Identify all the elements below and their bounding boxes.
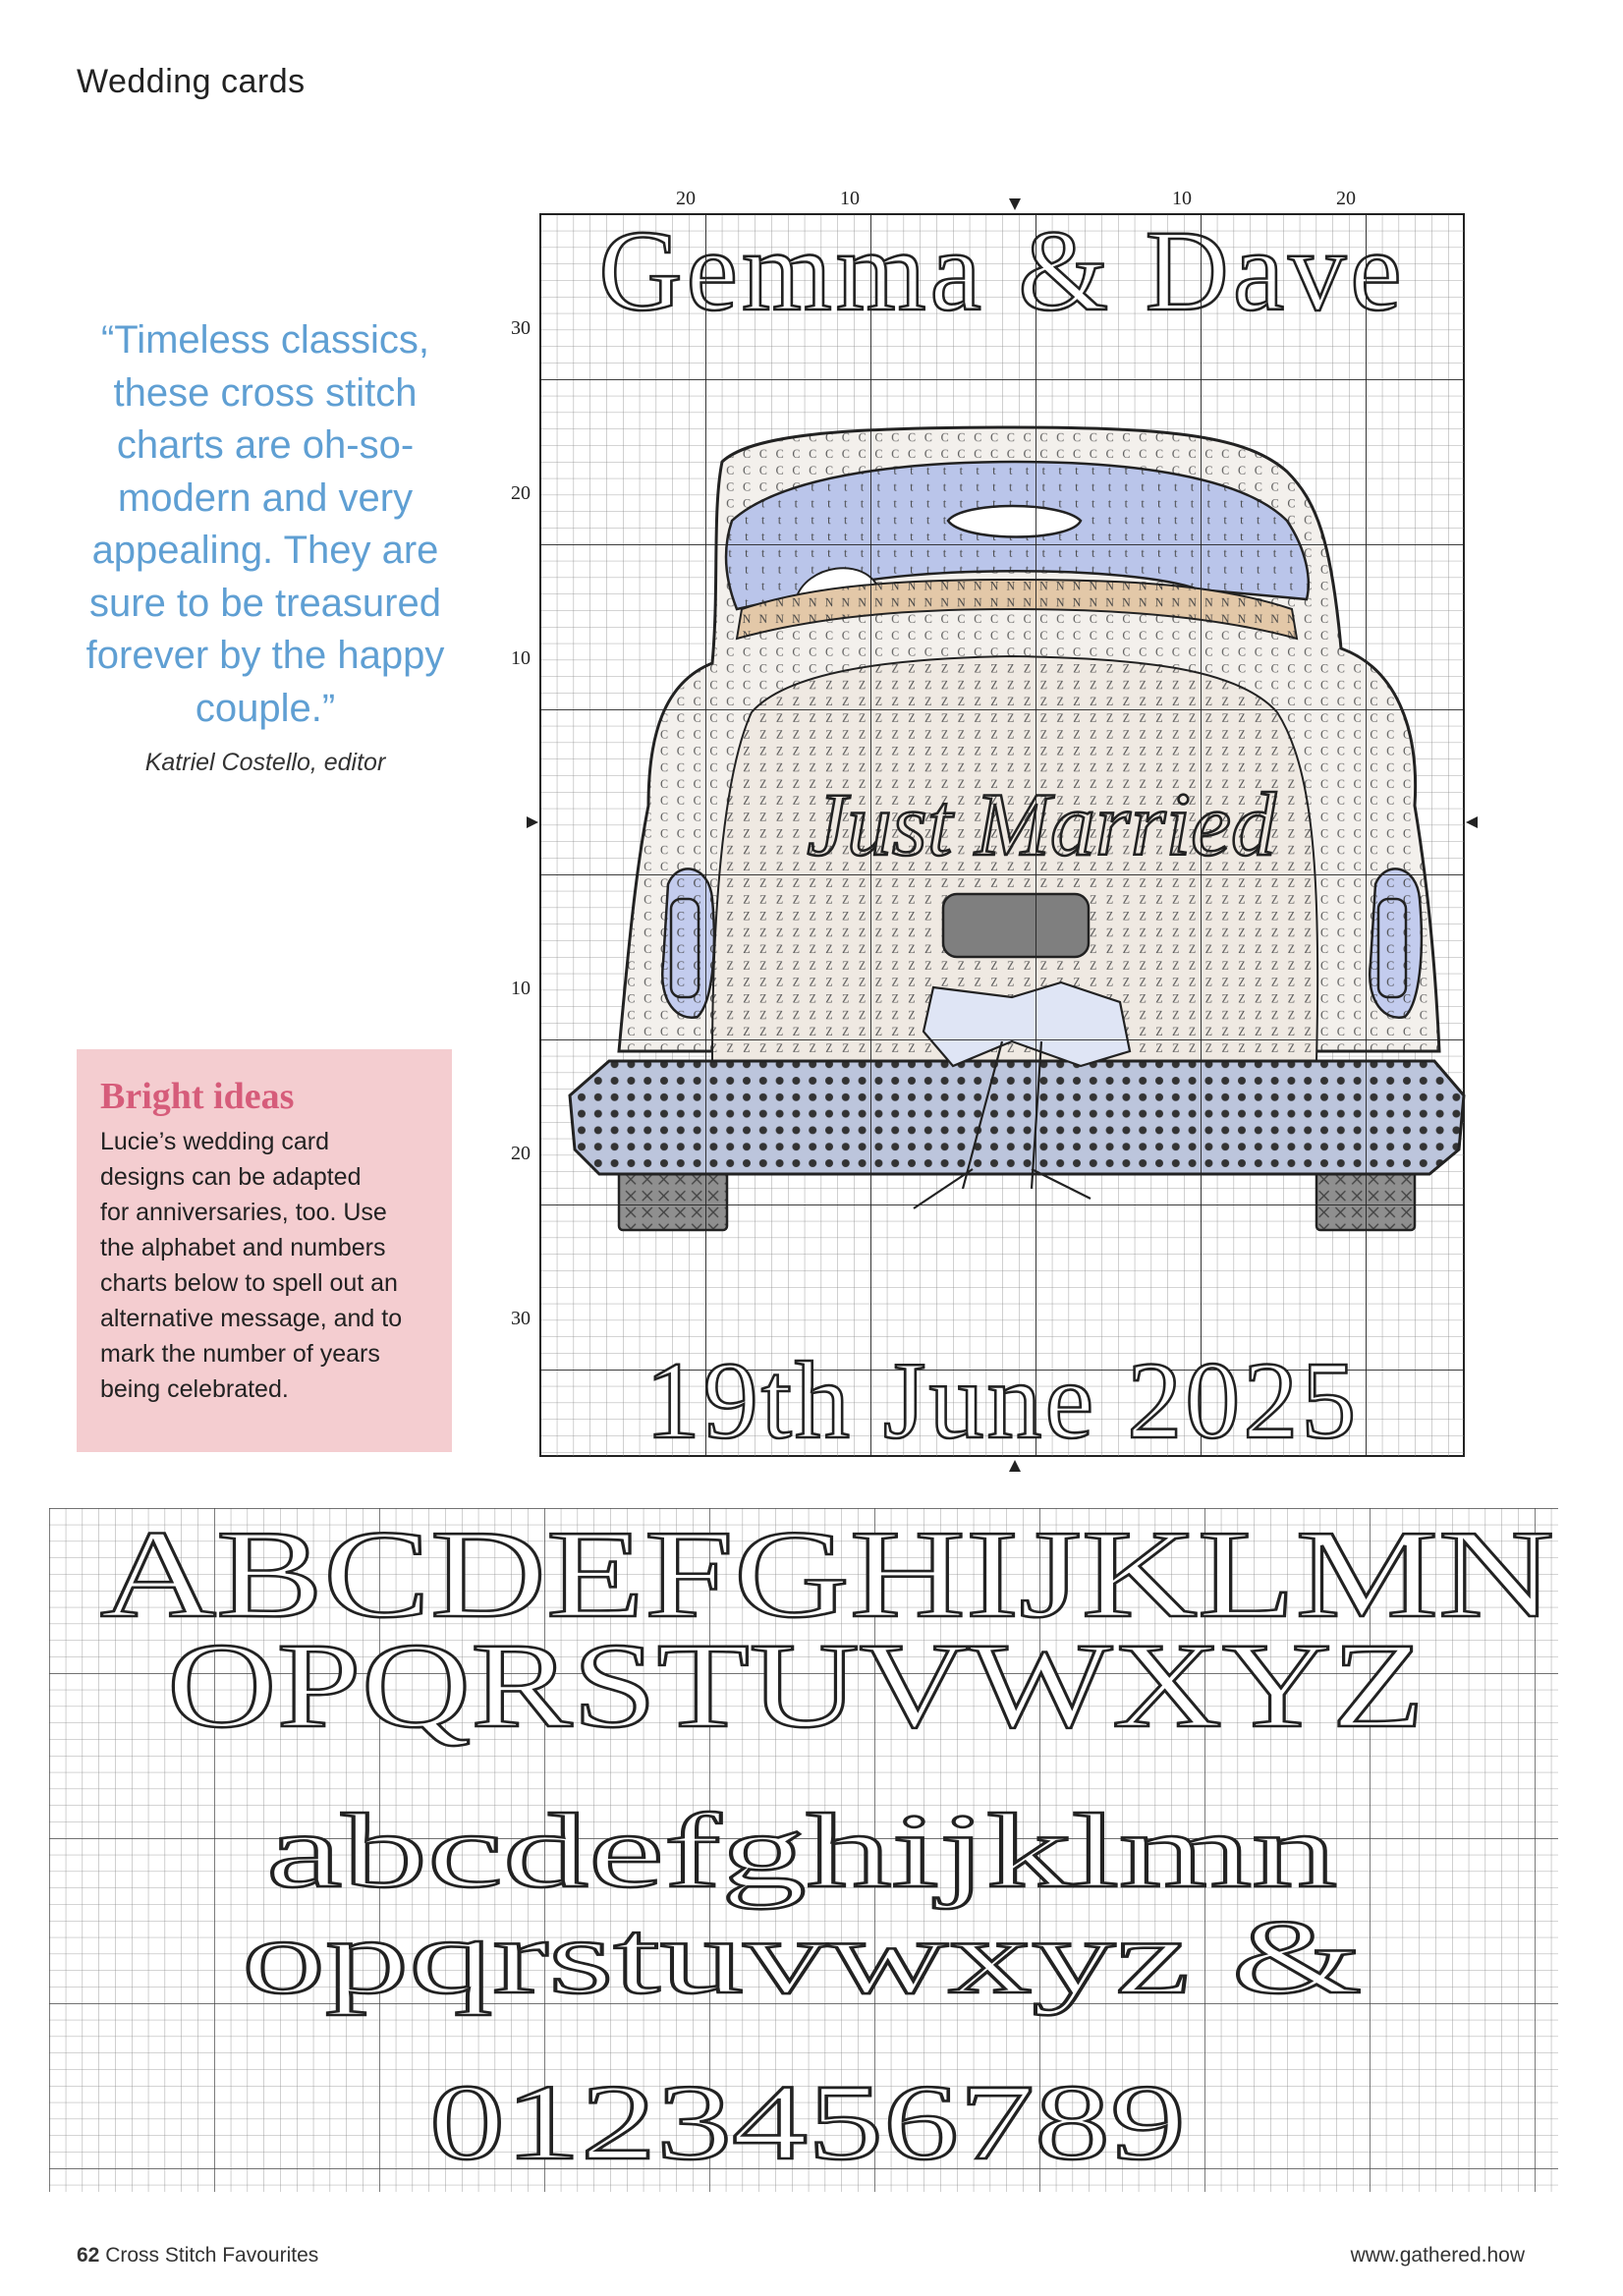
bright-ideas-line: Lucie’s wedding card	[100, 1128, 330, 1155]
quote-text	[69, 314, 462, 735]
quote-line: sure to be treasured	[89, 581, 441, 625]
alphabet-svg	[49, 1508, 1562, 2196]
quote-attribution: Katriel Costello, editor	[144, 749, 386, 776]
pull-quote	[69, 314, 462, 777]
bright-ideas-line: charts below to spell out an	[100, 1269, 398, 1297]
left-label: 20	[511, 482, 531, 504]
left-label: 10	[511, 978, 531, 999]
left-label: 30	[511, 317, 531, 339]
alphabet-row-lowercase-1: abcdefghijklmn	[266, 1793, 1337, 1910]
left-label: 20	[511, 1143, 531, 1164]
top-label: 20	[1336, 188, 1356, 209]
left-label: 30	[511, 1308, 531, 1329]
bright-ideas-line: alternative message, and to	[100, 1305, 403, 1332]
centre-arrow-left	[527, 816, 538, 828]
quote-line: couple.”	[195, 686, 336, 730]
alphabet-row-numbers: 0123456789	[429, 2062, 1186, 2182]
footer-left	[77, 2244, 318, 2268]
chart-svg	[491, 177, 1533, 1474]
top-label: 10	[1172, 188, 1192, 209]
quote-line: modern and very	[117, 476, 414, 520]
magazine-name: Cross Stitch Favourites	[105, 2244, 319, 2267]
chart-grid-major	[540, 214, 1464, 1456]
top-label: 20	[676, 188, 696, 209]
wedding-car-chart	[491, 177, 1533, 1474]
left-label: 10	[511, 647, 531, 669]
chart-date-text: 19th June 2025	[644, 1340, 1360, 1462]
centre-arrow-right	[1466, 816, 1478, 828]
quote-line: appealing. They are	[91, 529, 439, 572]
alphabet-row-uppercase-2: OPQRSTUVWXYZ	[167, 1618, 1425, 1753]
bright-ideas-title: Bright ideas	[100, 1076, 295, 1117]
alphabet-row-lowercase-2: opqrstuvwxyz &	[242, 1899, 1362, 2016]
quote-line: “Timeless classics,	[100, 318, 430, 362]
quote-line: forever by the happy	[85, 634, 445, 677]
bright-ideas-line: mark the number of years	[100, 1340, 380, 1368]
bright-ideas-box	[77, 1049, 452, 1452]
alphabet-chart	[49, 1508, 1562, 2196]
bright-ideas-line: for anniversaries, too. Use	[100, 1199, 387, 1226]
alphabet-row-uppercase-1: ABCDEFGHIJKLMN	[100, 1508, 1555, 1644]
page-number: 62	[77, 2244, 100, 2267]
section-title: Wedding cards	[77, 63, 306, 100]
bright-ideas-line: the alphabet and numbers	[100, 1234, 386, 1261]
bright-ideas-line: being celebrated.	[100, 1375, 289, 1403]
quote-line: charts are oh-so-	[116, 423, 415, 467]
top-label: 10	[840, 188, 860, 209]
quote-line: these cross stitch	[113, 370, 418, 415]
footer-website: www.gathered.how	[1350, 2244, 1525, 2267]
bright-ideas-line: designs can be adapted	[100, 1163, 362, 1191]
